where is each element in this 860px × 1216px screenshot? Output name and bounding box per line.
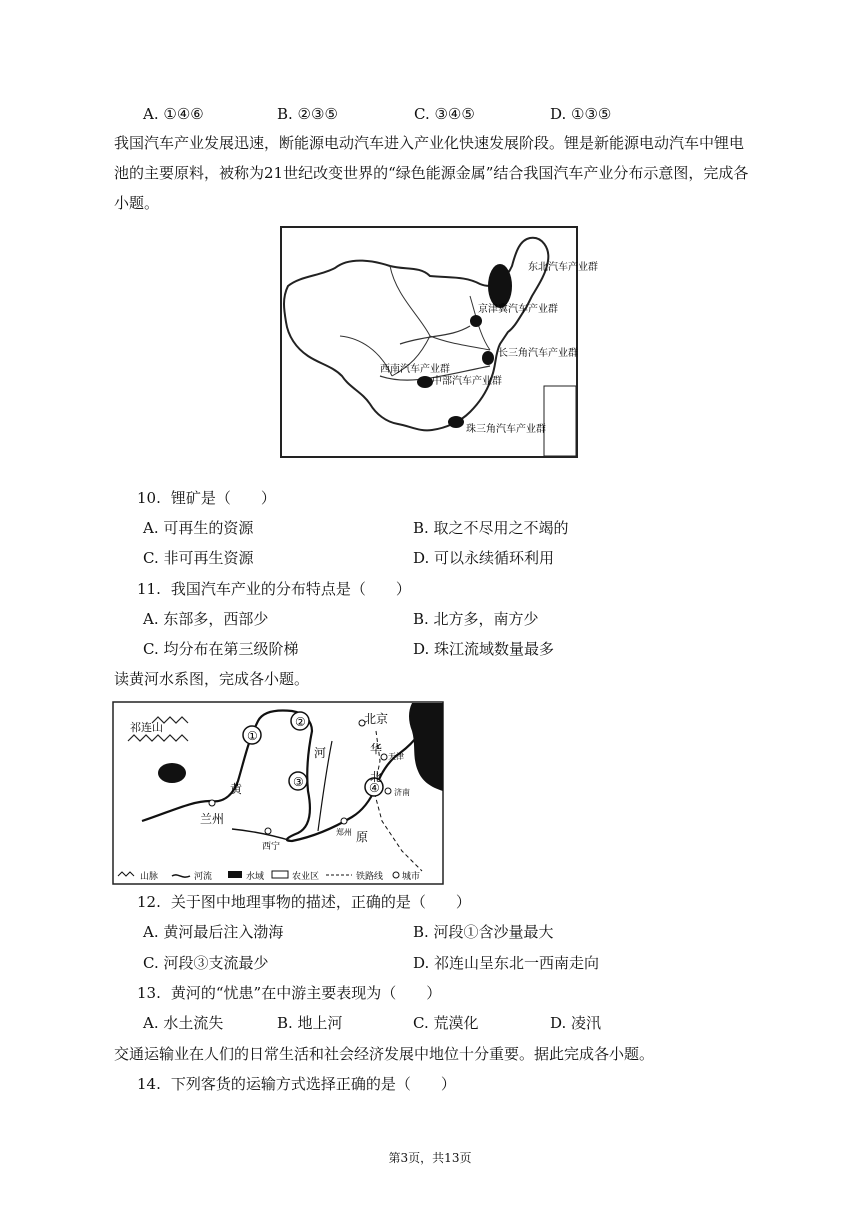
intro-transport: 交通运输业在人们的日常生活和社会经济发展中地位十分重要。据此完成各小题。 [114, 1045, 655, 1063]
q13-option-d: D. 凌汛 [550, 1014, 602, 1032]
q10-number: 10. [137, 489, 161, 507]
label-he: 河 [314, 746, 327, 760]
q9-option-b: B. ②③⑤ [277, 105, 338, 123]
q9-option-a: A. ①④⑥ [143, 105, 204, 123]
label-hua: 华 [370, 742, 383, 756]
page-footer: 第3页，共13页 [388, 1151, 472, 1165]
legend-water: 水域 [246, 872, 265, 882]
q13-option-a: A. 水土流失 [143, 1014, 224, 1032]
label-northeast: 东北汽车产业群 [528, 262, 598, 273]
q13-number: 13. [137, 984, 161, 1002]
legend-farm: 农业区 [292, 872, 320, 882]
label-jinan: 济南 [394, 788, 410, 797]
q12-option-d: D. 祁连山呈东北一西南走向 [413, 954, 600, 972]
q9-option-c: C. ③④⑤ [414, 105, 475, 123]
q12-option-c: C. 河段③支流最少 [143, 954, 269, 972]
label-tianjin: 天津 [388, 752, 404, 761]
q12-option-a: A. 黄河最后注入渤海 [143, 923, 284, 941]
marker-4: ④ [369, 781, 380, 795]
label-bei: 北 [370, 770, 383, 784]
label-beijing: 北京 [364, 712, 389, 726]
q11-option-d: D. 珠江流域数量最多 [413, 640, 555, 658]
label-central: 中部汽车产业群 [432, 376, 502, 387]
label-yuan: 原 [356, 830, 369, 844]
label-zhengzhou: 郑州 [336, 828, 352, 837]
q13-stem: 黄河的“忧患”在中游主要表现为（ ） [170, 984, 442, 1002]
label-huang: 黄 [230, 782, 243, 796]
q12-stem: 关于图中地理事物的描述，正确的是（ ） [170, 893, 471, 911]
label-xining: 西宁 [262, 842, 281, 852]
intro-yellow-river: 读黄河水系图，完成各小题。 [114, 670, 310, 688]
label-southwest: 西南汽车产业群 [380, 364, 450, 375]
marker-1: ① [247, 729, 258, 743]
legend-city: 城市 [402, 872, 421, 882]
q11-option-c: C. 均分布在第三级阶梯 [143, 640, 299, 658]
legend-railway: 铁路线 [356, 872, 384, 882]
q10-option-d: D. 可以永续循环利用 [413, 549, 555, 567]
label-jingjinji: 京津冀汽车产业群 [478, 304, 558, 315]
q13-option-b: B. 地上河 [277, 1014, 343, 1032]
q14-stem: 下列客货的运输方式选择正确的是（ ） [170, 1075, 456, 1093]
q11-stem: 我国汽车产业的分布特点是（ ） [170, 580, 411, 598]
q11-option-a: A. 东部多，西部少 [143, 610, 269, 628]
q14-number: 14. [137, 1075, 161, 1093]
label-lanzhou: 兰州 [200, 812, 225, 826]
marker-3: ③ [293, 775, 304, 789]
question-14 [137, 1074, 456, 1094]
china-auto-map [280, 226, 598, 458]
q10-stem: 锂矿是（ ） [170, 489, 276, 507]
q10-option-c: C. 非可再生资源 [143, 549, 254, 567]
q9-option-d: D. ①③⑤ [550, 105, 612, 123]
intro-auto-industry: 我国汽车产业发展迅速，断能源电动汽车进入产业化快速发展阶段。锂是新能源电动汽车中锂电池的主要原料，被称为21世纪改变世界的“绿色能源金属”结合我国汽车产业分布示意图，完成各小题。 [114, 134, 749, 212]
label-yangtze-delta: 长三角汽车产业群 [498, 348, 578, 359]
q12-number: 12. [137, 893, 161, 911]
q10-option-a: A. 可再生的资源 [143, 519, 254, 537]
marker-2: ② [295, 715, 306, 729]
label-pearl-delta: 珠三角汽车产业群 [466, 424, 546, 435]
q12-option-b: B. 河段①含沙量最大 [413, 923, 554, 941]
yellow-river-map [112, 701, 444, 885]
q10-option-b: B. 取之不尽用之不竭的 [413, 519, 569, 537]
q13-option-c: C. 荒漠化 [413, 1014, 479, 1032]
legend-river: 河流 [194, 872, 213, 882]
q11-number: 11. [137, 580, 161, 598]
q11-option-b: B. 北方多，南方少 [413, 610, 539, 628]
label-qilian: 祁连山 [130, 721, 163, 734]
legend-mountain: 山脉 [140, 872, 159, 882]
